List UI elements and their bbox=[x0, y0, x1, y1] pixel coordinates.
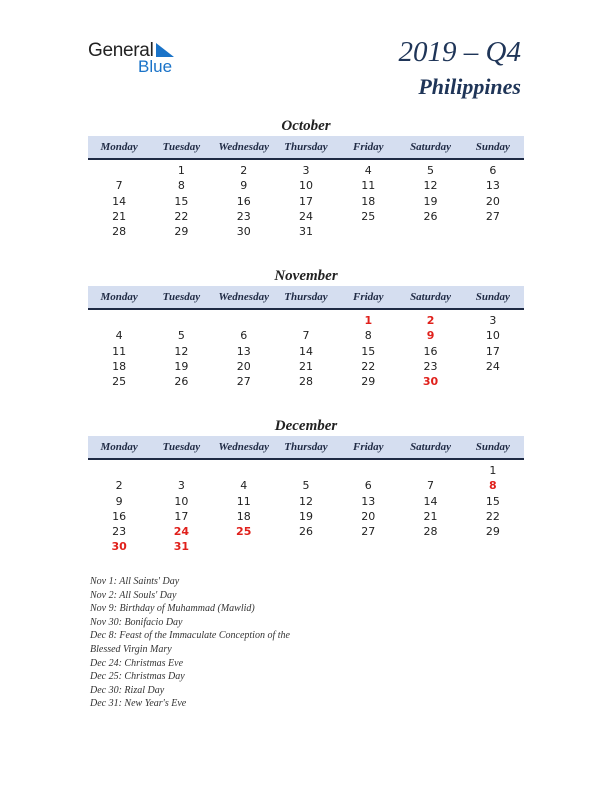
day-cell: 18 bbox=[361, 194, 376, 208]
weekday-label: Sunday bbox=[475, 441, 510, 453]
day-cell: 27 bbox=[485, 209, 500, 223]
day-cell: 7 bbox=[115, 179, 123, 193]
empty-day-cell bbox=[275, 463, 337, 478]
weekday-label: Saturday bbox=[410, 141, 452, 153]
weekday-label: Tuesday bbox=[162, 441, 201, 453]
week-row bbox=[88, 328, 524, 343]
weekday-label: Friday bbox=[352, 291, 384, 303]
brand-logo bbox=[88, 40, 188, 80]
day-cell: 26 bbox=[298, 525, 313, 539]
empty-day-cell bbox=[88, 463, 150, 478]
holiday-note: Nov 9: Birthday of Muhammad (Mawlid) bbox=[90, 603, 255, 615]
day-cell: 19 bbox=[298, 509, 313, 523]
day-cell: 29 bbox=[174, 225, 189, 239]
day-cell: 31 bbox=[298, 225, 313, 239]
day-cell: 3 bbox=[489, 314, 497, 327]
day-cell: 17 bbox=[485, 344, 500, 358]
day-cell: 6 bbox=[489, 164, 497, 177]
day-cell: 13 bbox=[236, 344, 251, 358]
day-cell: 4 bbox=[240, 479, 248, 493]
day-cell: 21 bbox=[298, 359, 313, 373]
day-cell: 3 bbox=[177, 479, 185, 493]
day-cell: 29 bbox=[361, 375, 376, 389]
day-cell: 18 bbox=[236, 509, 251, 523]
empty-day-cell bbox=[462, 224, 524, 239]
day-cell: 31 bbox=[173, 540, 190, 554]
day-cell: 20 bbox=[236, 359, 251, 373]
month-name: November bbox=[274, 268, 338, 284]
day-cell: 30 bbox=[236, 225, 251, 239]
week-row bbox=[88, 463, 524, 478]
empty-day-cell bbox=[337, 539, 399, 554]
week-row bbox=[88, 163, 524, 178]
holiday-note: Dec 25: Christmas Day bbox=[90, 671, 185, 683]
month-name: October bbox=[281, 118, 331, 134]
day-cell: 5 bbox=[302, 479, 310, 493]
day-cell: 8 bbox=[177, 179, 185, 193]
day-cell: 10 bbox=[485, 329, 500, 343]
empty-day-cell bbox=[399, 463, 461, 478]
week-row bbox=[88, 374, 524, 389]
day-cell: 19 bbox=[174, 359, 189, 373]
day-cell: 17 bbox=[174, 509, 189, 523]
day-cell: 25 bbox=[112, 375, 127, 389]
empty-day-cell bbox=[88, 313, 150, 328]
weekday-label: Wednesday bbox=[218, 141, 269, 153]
day-cell: 20 bbox=[485, 194, 500, 208]
month-october bbox=[88, 116, 524, 239]
day-cell: 26 bbox=[423, 209, 438, 223]
empty-day-cell bbox=[213, 313, 275, 328]
day-cell: 26 bbox=[174, 375, 189, 389]
holiday-note: Dec 30: Rizal Day bbox=[90, 684, 165, 696]
day-cell: 14 bbox=[298, 344, 313, 358]
empty-day-cell bbox=[150, 463, 212, 478]
week-row bbox=[88, 359, 524, 374]
day-cell: 15 bbox=[174, 194, 189, 208]
weekday-label: Monday bbox=[100, 141, 138, 153]
empty-day-cell bbox=[213, 463, 275, 478]
day-cell: 13 bbox=[361, 494, 376, 508]
day-cell: 22 bbox=[485, 509, 500, 523]
week-row bbox=[88, 478, 524, 493]
weekday-header bbox=[88, 436, 524, 460]
day-cell: 5 bbox=[427, 164, 435, 177]
empty-day-cell bbox=[88, 163, 150, 178]
day-cell: 20 bbox=[361, 509, 376, 523]
weekday-label: Thursday bbox=[284, 141, 328, 153]
week-row bbox=[88, 209, 524, 224]
day-cell: 1 bbox=[177, 164, 185, 177]
empty-day-cell bbox=[337, 463, 399, 478]
day-cell: 14 bbox=[112, 194, 127, 208]
day-cell: 28 bbox=[298, 375, 313, 389]
day-cell: 21 bbox=[112, 209, 127, 223]
weekday-label: Thursday bbox=[284, 441, 328, 453]
logo-text-general: General bbox=[88, 40, 154, 61]
holiday-note: Nov 2: All Souls' Day bbox=[90, 589, 177, 601]
week-row bbox=[88, 494, 524, 509]
day-cell: 22 bbox=[174, 209, 189, 223]
empty-day-cell bbox=[399, 224, 461, 239]
day-cell: 17 bbox=[298, 194, 313, 208]
day-cell: 2 bbox=[426, 314, 435, 327]
holiday-note: Dec 31: New Year's Eve bbox=[90, 698, 187, 710]
day-cell: 3 bbox=[302, 164, 310, 177]
day-cell: 10 bbox=[174, 494, 189, 508]
day-cell: 13 bbox=[485, 179, 500, 193]
day-cell: 2 bbox=[240, 164, 248, 177]
day-cell: 16 bbox=[236, 194, 251, 208]
logo-text-blue: Blue bbox=[138, 57, 173, 76]
empty-day-cell bbox=[337, 224, 399, 239]
day-cell: 2 bbox=[115, 479, 123, 493]
weekday-label: Tuesday bbox=[162, 291, 201, 303]
day-cell: 10 bbox=[298, 179, 313, 193]
empty-day-cell bbox=[213, 539, 275, 554]
weekday-label: Monday bbox=[100, 291, 138, 303]
day-cell: 21 bbox=[423, 509, 438, 523]
holiday-note: Dec 24: Christmas Eve bbox=[90, 657, 184, 669]
day-cell: 24 bbox=[298, 209, 313, 223]
day-cell: 30 bbox=[111, 540, 127, 554]
week-row bbox=[88, 539, 524, 554]
day-cell: 11 bbox=[112, 344, 127, 358]
month-name: December bbox=[274, 418, 338, 434]
holiday-note: Blessed Virgin Mary bbox=[90, 643, 172, 655]
weekday-label: Tuesday bbox=[162, 141, 201, 153]
weekday-label: Saturday bbox=[410, 291, 452, 303]
day-cell: 18 bbox=[112, 359, 127, 373]
week-row bbox=[88, 509, 524, 524]
day-cell: 22 bbox=[361, 359, 376, 373]
logo-triangle-icon bbox=[154, 42, 176, 58]
day-cell: 1 bbox=[364, 314, 373, 327]
weekday-label: Sunday bbox=[475, 141, 510, 153]
day-cell: 9 bbox=[240, 179, 248, 193]
empty-day-cell bbox=[462, 374, 524, 389]
empty-day-cell bbox=[275, 313, 337, 328]
day-cell: 6 bbox=[240, 329, 248, 343]
day-cell: 30 bbox=[422, 375, 439, 389]
weekday-label: Monday bbox=[100, 441, 138, 453]
day-cell: 15 bbox=[361, 344, 376, 358]
day-cell: 11 bbox=[361, 179, 376, 193]
week-row bbox=[88, 224, 524, 239]
day-cell: 23 bbox=[112, 525, 127, 539]
weekday-label: Friday bbox=[352, 141, 384, 153]
country-name: Philippines bbox=[418, 74, 521, 99]
day-cell: 15 bbox=[485, 494, 500, 508]
day-cell: 23 bbox=[423, 359, 438, 373]
day-cell: 24 bbox=[485, 359, 500, 373]
holiday-note: Nov 1: All Saints' Day bbox=[90, 576, 180, 587]
page-title: 2019 – Q4 bbox=[398, 36, 521, 68]
day-cell: 29 bbox=[485, 525, 500, 539]
day-cell: 14 bbox=[423, 494, 438, 508]
day-cell: 8 bbox=[364, 329, 372, 343]
weekday-label: Thursday bbox=[284, 291, 328, 303]
week-row bbox=[88, 194, 524, 209]
day-cell: 4 bbox=[115, 329, 123, 343]
month-november bbox=[88, 266, 524, 389]
day-cell: 24 bbox=[173, 525, 190, 539]
day-cell: 8 bbox=[489, 479, 497, 493]
holiday-note: Nov 30: Bonifacio Day bbox=[90, 616, 183, 628]
day-cell: 7 bbox=[302, 329, 310, 343]
day-cell: 25 bbox=[236, 525, 252, 539]
day-cell: 1 bbox=[489, 464, 497, 477]
week-row bbox=[88, 524, 524, 539]
week-row bbox=[88, 344, 524, 359]
weekday-label: Wednesday bbox=[218, 441, 269, 453]
day-cell: 16 bbox=[112, 509, 127, 523]
empty-day-cell bbox=[275, 539, 337, 554]
holiday-notes bbox=[90, 575, 390, 711]
day-cell: 9 bbox=[115, 494, 123, 508]
day-cell: 6 bbox=[364, 479, 372, 493]
day-cell: 23 bbox=[236, 209, 251, 223]
day-cell: 9 bbox=[426, 329, 435, 343]
weekday-label: Wednesday bbox=[218, 291, 269, 303]
day-cell: 12 bbox=[174, 344, 189, 358]
day-cell: 19 bbox=[423, 194, 438, 208]
holiday-note: Dec 8: Feast of the Immaculate Conception of the bbox=[90, 630, 290, 642]
day-cell: 25 bbox=[361, 209, 376, 223]
day-cell: 27 bbox=[361, 525, 376, 539]
week-row bbox=[88, 313, 524, 328]
day-cell: 16 bbox=[423, 344, 438, 358]
day-cell: 11 bbox=[236, 494, 251, 508]
week-row bbox=[88, 178, 524, 193]
empty-day-cell bbox=[150, 313, 212, 328]
weekday-header bbox=[88, 136, 524, 160]
day-cell: 4 bbox=[364, 164, 372, 177]
day-cell: 28 bbox=[423, 525, 438, 539]
day-cell: 28 bbox=[112, 225, 127, 239]
day-cell: 27 bbox=[236, 375, 251, 389]
day-cell: 12 bbox=[298, 494, 313, 508]
weekday-header bbox=[88, 286, 524, 310]
day-cell: 5 bbox=[177, 329, 185, 343]
month-december bbox=[88, 416, 524, 555]
day-cell: 12 bbox=[423, 179, 438, 193]
empty-day-cell bbox=[462, 539, 524, 554]
empty-day-cell bbox=[399, 539, 461, 554]
day-cell: 7 bbox=[427, 479, 435, 493]
weekday-label: Saturday bbox=[410, 441, 452, 453]
weekday-label: Sunday bbox=[475, 291, 510, 303]
weekday-label: Friday bbox=[352, 441, 384, 453]
